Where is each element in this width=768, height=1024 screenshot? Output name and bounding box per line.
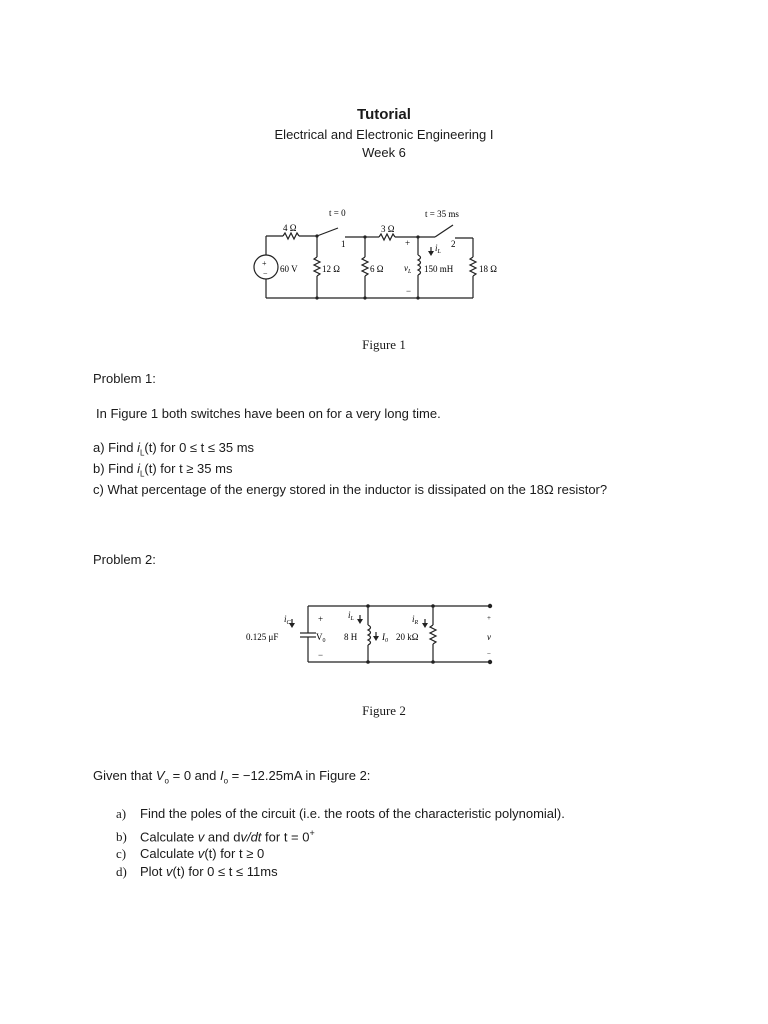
- source-minus: −: [263, 269, 268, 278]
- list-item: b) Calculate v and dv/dt for t = 0+: [116, 828, 315, 845]
- il-label: $i_L$: [435, 243, 441, 255]
- problem2-given: Given that $V_o = 0$ and $I_o = -12.25mA$ in Figure 2:: [93, 768, 371, 786]
- r12-label: 12 Ω: [322, 264, 340, 274]
- list-item: c) Calculate v(t) for t ≥ 0: [116, 846, 265, 861]
- r4-label: 4 Ω: [283, 223, 297, 233]
- r18-label: 18 Ω: [479, 264, 497, 274]
- course-name: Electrical and Electronic Engineering I: [274, 127, 494, 142]
- v-label: v: [487, 632, 491, 642]
- vl-plus: +: [405, 238, 411, 248]
- switch1-pos-label: 1: [341, 239, 346, 249]
- v0-plus: +: [318, 614, 324, 624]
- switch2-pos-label: 2: [451, 239, 456, 249]
- problem1-part-b: b) Find $i_L(t)$ for t ≥ 35 ms: [93, 461, 233, 479]
- v0-minus: −: [318, 650, 324, 660]
- source-plus: +: [262, 259, 267, 268]
- problem1-intro: In Figure 1 both switches have been on for a very long time.: [96, 406, 441, 421]
- inductor2-label: 8 H: [344, 632, 358, 642]
- il2-label: $i_L$: [348, 610, 354, 622]
- figure2-caption: Figure 2: [362, 703, 406, 718]
- problem2-heading: Problem 2:: [93, 552, 156, 567]
- page-title: Tutorial: [357, 106, 411, 123]
- v-minus: −: [487, 650, 491, 658]
- figure1-caption: Figure 1: [362, 337, 406, 352]
- vl-minus: −: [406, 286, 412, 296]
- figure2-circuit: [246, 598, 506, 670]
- inductor-label: 150 mH: [424, 264, 454, 274]
- list-item: a) Find the poles of the circuit (i.e. the roots of the characteristic polynomial).: [116, 806, 565, 821]
- ir-label: $i_R$: [412, 614, 419, 626]
- source-label: 60 V: [280, 264, 298, 274]
- v0-label: $V_0$: [316, 632, 326, 644]
- r3-label: 3 Ω: [381, 224, 395, 234]
- figure1-circuit: [245, 203, 525, 305]
- week-label: Week 6: [362, 145, 406, 160]
- problem1-part-a: a) Find $i_L(t)$ for 0 ≤ t ≤ 35 ms: [93, 440, 255, 458]
- capacitor-label: 0.125 μF: [246, 632, 279, 642]
- problem1-heading: Problem 1:: [93, 371, 156, 386]
- problem1-part-c: c) What percentage of the energy stored in the inductor is dissipated on the 18Ω resistor?: [93, 482, 608, 497]
- ic-label: $i_C$: [284, 614, 291, 626]
- v-plus: +: [487, 614, 491, 622]
- i0-label: $I_0$: [382, 632, 388, 644]
- r6-label: 6 Ω: [370, 264, 384, 274]
- list-item: d) Plot v(t) for 0 ≤ t ≤ 11ms: [116, 864, 278, 879]
- switch1-time-label: t = 0: [329, 208, 346, 218]
- resistor2-label: 20 kΩ: [396, 632, 419, 642]
- switch2-time-label: t = 35 ms: [425, 209, 459, 219]
- vl-label: $v_L$: [404, 263, 412, 275]
